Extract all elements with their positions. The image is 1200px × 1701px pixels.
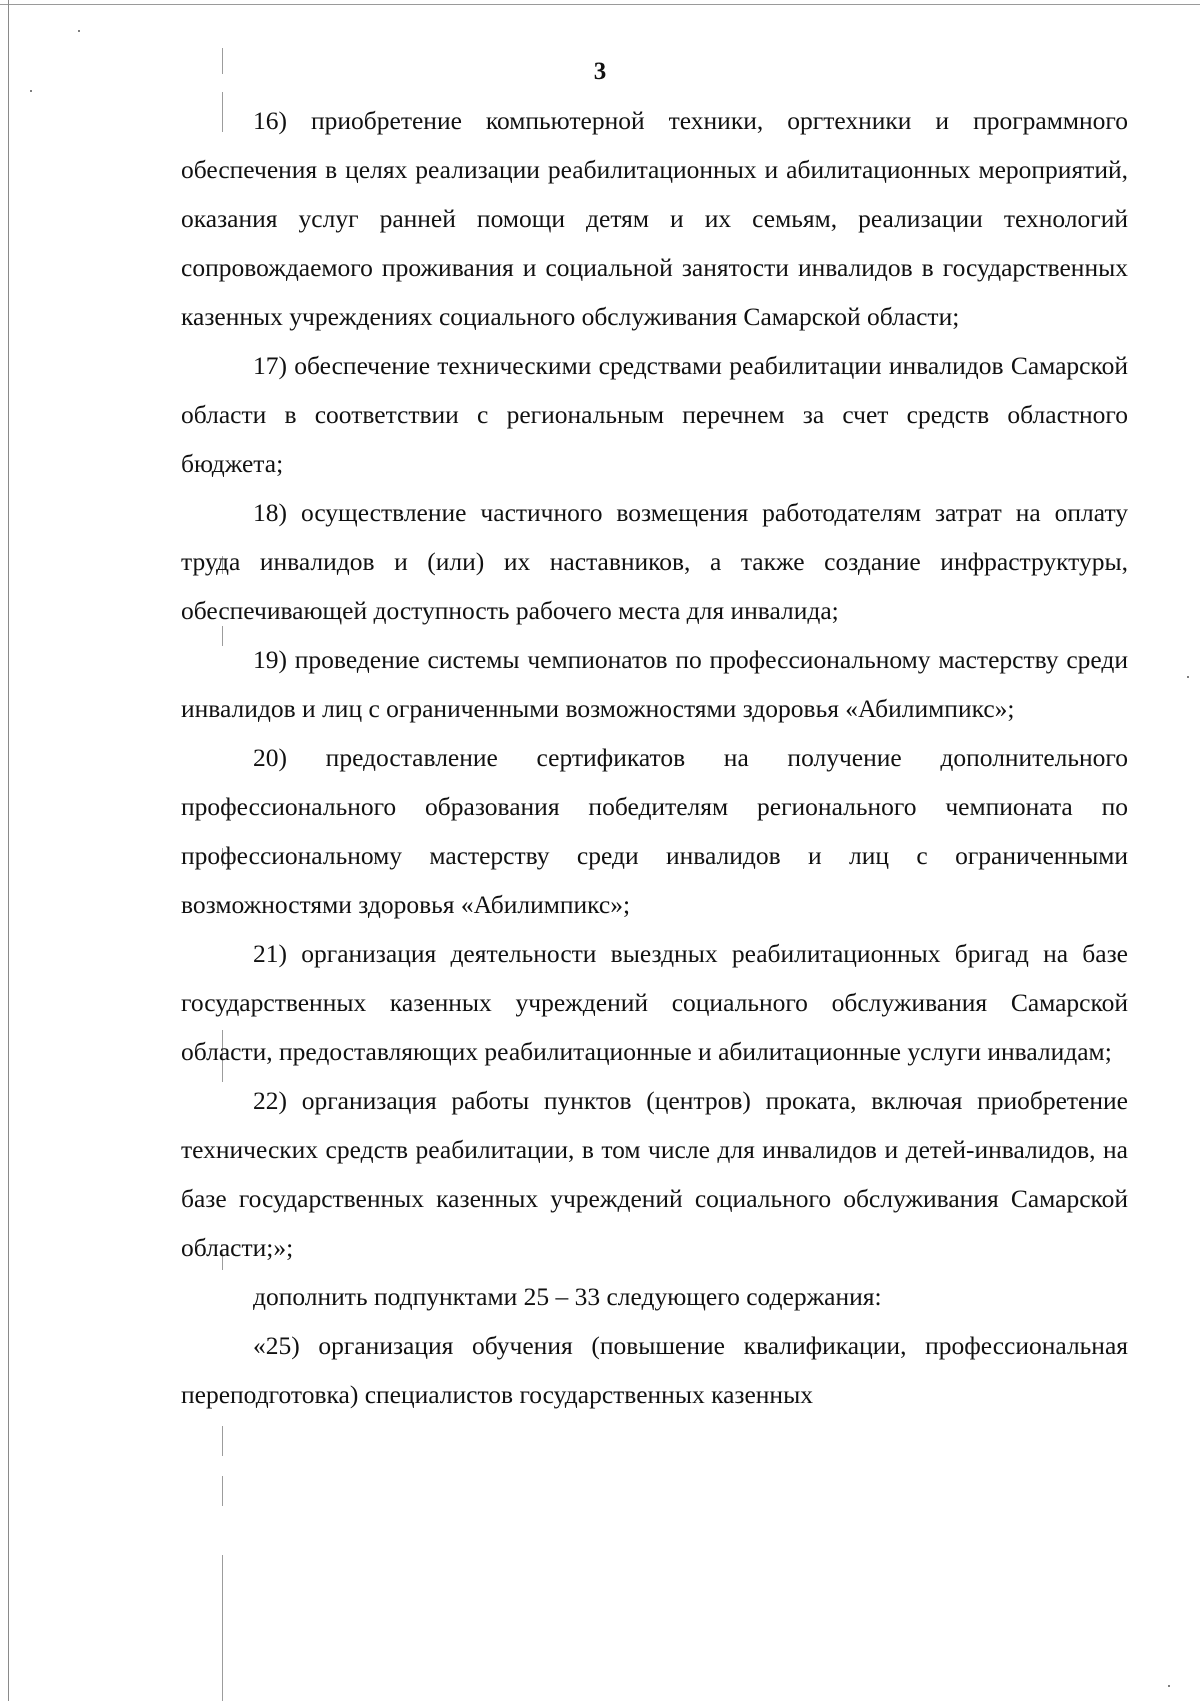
margin-mark (222, 1476, 223, 1506)
margin-mark (222, 1555, 223, 1701)
scan-speck (1168, 1685, 1170, 1687)
scan-speck (78, 30, 80, 32)
paragraph-amendment-intro: дополнить подпунктами 25 – 33 следующего содержания: (253, 1282, 882, 1311)
paragraph-item-18: 18) осуществление частичного возмещения работодателям затрат на оплату труда инвалидов и (или) их наставников, а также создание инфраструктуры, обеспечивающей доступность рабочего места для инвалида; (181, 498, 1128, 625)
paragraph-item-22: 22) организация работы пунктов (центров) проката, включая приобретение технических средств реабилитации, в том числе для инвалидов и детей-инвалидов, на базе государственных казенных учреждений социального обслуживания Самарской области;»; (181, 1086, 1128, 1262)
paragraph-item-21: 21) организация деятельности выездных реабилитационных бригад на базе государственных казенных учреждений социального обслуживания Самарской области, предоставляющих реабилитационные и абилитационные услуги инвалидам; (181, 939, 1128, 1066)
scan-speck (30, 90, 32, 92)
paragraph-item-20: 20) предоставление сертификатов на получение дополнительного профессионального образования победителям регионального чемпионата по профессиональному мастерству среди инвалидов и лиц с ограниченными возможностями здоровья «Абилимпикс»; (181, 743, 1128, 919)
paragraph-item-25: «25) организация обучения (повышение квалификации, профессиональная переподготовка) специалистов государственных казенных (181, 1331, 1128, 1409)
paragraph-item-17: 17) обеспечение техническими средствами реабилитации инвалидов Самарской области в соответствии с региональным перечнем за счет средств областного бюджета; (181, 351, 1128, 478)
paragraph-item-16: 16) приобретение компьютерной техники, оргтехники и программного обеспечения в целях реализации реабилитационных и абилитационных мероприятий, оказания услуг ранней помощи детям и их семьям, реализации технологий сопровождаемого проживания и социальной занятости инвалидов в государственных казенных учреждениях социального обслуживания Самарской области; (181, 106, 1128, 331)
scan-edge-left (8, 0, 9, 1701)
document-body (181, 96, 1128, 1419)
scan-speck (1187, 676, 1189, 678)
paragraph-item-19: 19) проведение системы чемпионатов по профессиональному мастерству среди инвалидов и лиц с ограниченными возможностями здоровья «Абилимпикс»; (181, 645, 1128, 723)
page-number: 3 (593, 58, 607, 85)
margin-mark (222, 1426, 223, 1456)
scan-edge-top (0, 4, 1200, 5)
